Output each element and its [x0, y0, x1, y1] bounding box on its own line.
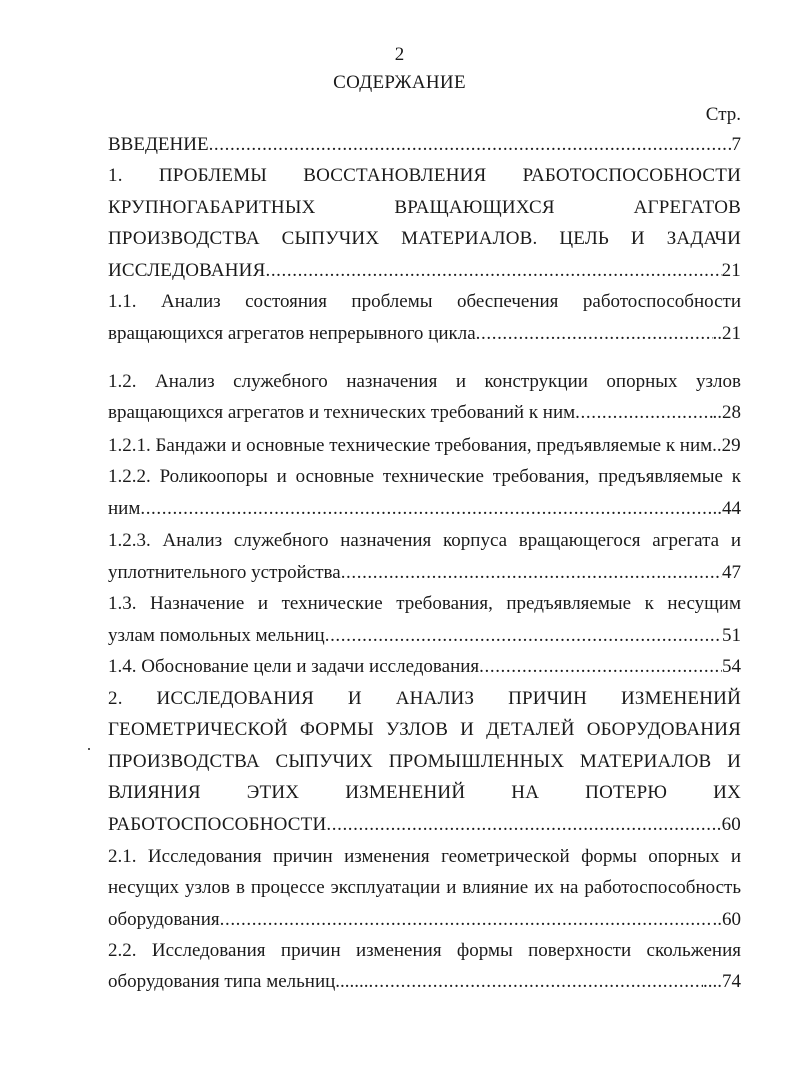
toc-section-2-2-line-2: оборудования типа мельниц....... ..... ....74	[108, 968, 741, 996]
page-number: 2	[394, 44, 405, 65]
toc-section-1-2-1: 1.2.1. Бандажи и основные технические требования, предъявляемые к ним..29	[108, 435, 741, 456]
toc-section-1-2-line-2: вращающихся агрегатов и технических требований к ним ..... ..28	[108, 399, 741, 427]
toc-section-1-1-line-2: вращающихся агрегатов непрерывного цикла ..... ..21	[108, 320, 741, 348]
toc-chapter-2-line-2: ГЕОМЕТРИЧЕСКОЙ ФОРМЫ УЗЛОВ И ДЕТАЛЕЙ ОБОРУДОВАНИЯ	[108, 719, 741, 740]
toc-section-2-1-line-2: несущих узлов в процессе эксплуатации и влияние их на работоспособность	[108, 877, 741, 898]
toc-section-1-3-line-2: узлам помольных мельниц ..... 51	[108, 622, 741, 650]
toc-chapter-2-line-3: ПРОИЗВОДСТВА СЫПУЧИХ ПРОМЫШЛЕННЫХ МАТЕРИАЛОВ И	[108, 751, 741, 772]
toc-section-1-2-3-line-2: уплотнительного устройства ..... 47	[108, 559, 741, 587]
toc-section-2-1-line-3: оборудования ..... ..60	[108, 906, 741, 934]
leader-dots	[220, 906, 713, 934]
toc-section-1-4: 1.4. Обоснование цели и задачи исследования ..... 54	[108, 653, 741, 681]
toc-chapter-2-line-1: 2. ИССЛЕДОВАНИЯ И АНАЛИЗ ПРИЧИН ИЗМЕНЕНИЙ	[108, 688, 741, 709]
toc-section-1-2-3-line-1: 1.2.3. Анализ служебного назначения корпуса вращающегося агрегата и	[108, 530, 741, 551]
toc-section-1-3-line-1: 1.3. Назначение и технические требования, предъявляемые к несущим	[108, 593, 741, 614]
leader-dots	[479, 653, 722, 681]
toc-section-1-1-line-1: 1.1. Анализ состояния проблемы обеспечения работоспособности	[108, 291, 741, 312]
leader-dots	[209, 131, 732, 159]
toc-section-2-2-line-1: 2.2. Исследования причин изменения формы поверхности скольжения	[108, 940, 741, 961]
toc-chapter-2-line-5: РАБОТОСПОСОБНОСТИ ..... .60	[108, 811, 741, 839]
toc-chapter-1-line-3: ПРОИЗВОДСТВА СЫПУЧИХ МАТЕРИАЛОВ. ЦЕЛЬ И ЗАДАЧИ	[108, 228, 741, 249]
toc-section-1-2-2-line-1: 1.2.2. Роликоопоры и основные технические требования, предъявляемые к	[108, 466, 741, 487]
leader-dots	[341, 559, 722, 587]
page-column-label: Стр.	[705, 104, 741, 125]
toc-section-1-2-line-1: 1.2. Анализ служебного назначения и конструкции опорных узлов	[108, 371, 741, 392]
toc-heading: СОДЕРЖАНИЕ	[333, 72, 466, 93]
leader-dots	[325, 622, 722, 650]
toc-section-1-2-2-line-2: ним ..... ..44	[108, 495, 741, 523]
scan-speck	[88, 748, 90, 750]
leader-dots	[140, 495, 712, 523]
leader-dots	[369, 968, 703, 996]
toc-chapter-1-line-1: 1. ПРОБЛЕМЫ ВОССТАНОВЛЕНИЯ РАБОТОСПОСОБНОСТИ	[108, 165, 741, 186]
toc-chapter-1-line-2: КРУПНОГАБАРИТНЫХ ВРАЩАЮЩИХСЯ АГРЕГАТОВ	[108, 197, 741, 218]
leader-dots	[575, 399, 712, 427]
toc-entry-introduction: ВВЕДЕНИЕ ..... 7	[108, 131, 741, 159]
leader-dots	[265, 257, 721, 285]
toc-section-2-1-line-1: 2.1. Исследования причин изменения геометрической формы опорных и	[108, 846, 741, 867]
leader-dots	[326, 811, 716, 839]
toc-chapter-2-line-4: ВЛИЯНИЯ ЭТИХ ИЗМЕНЕНИЙ НА ПОТЕРЮ ИХ	[108, 782, 741, 803]
toc-chapter-1-line-4: ИССЛЕДОВАНИЯ ..... 21	[108, 257, 741, 285]
leader-dots	[476, 320, 713, 348]
